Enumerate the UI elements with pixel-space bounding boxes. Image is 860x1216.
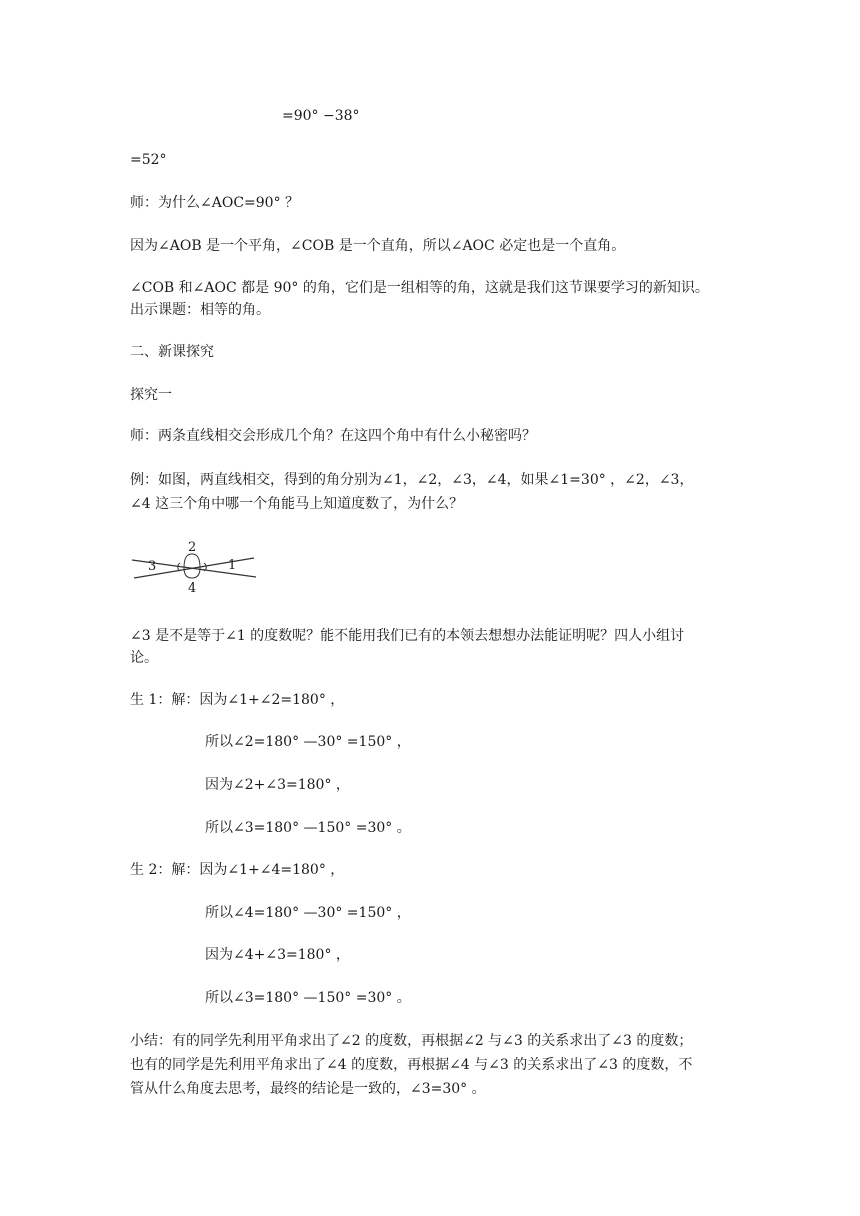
solution-step: 所以∠4=180° —30° =150° ， (205, 905, 411, 921)
paragraph-line: 因为∠AOB 是一个平角，∠COB 是一个直角，所以∠AOC 必定也是一个直角。 (130, 238, 626, 254)
intersecting-lines-diagram (128, 534, 260, 598)
paragraph-line: 论。 (130, 650, 158, 666)
summary-line: 小结：有的同学先利用平角求出了∠2 的度数，再根据∠2 与∠3 的关系求出了∠3 的度数； (130, 1033, 693, 1049)
solution-step: 因为∠2+∠3=180° ， (205, 777, 350, 793)
equation-result: =52° (130, 152, 167, 168)
angle-label-2: 2 (188, 540, 197, 555)
teacher-question: 师：为什么∠AOC=90° ？ (130, 195, 300, 211)
solution-step: 所以∠3=180° —150° =30° 。 (205, 820, 411, 836)
angle-label-1: 1 (228, 558, 237, 573)
angle-label-3: 3 (148, 559, 157, 574)
solution-step: 所以∠3=180° —150° =30° 。 (205, 990, 411, 1006)
solution-heading: 生 2：解：因为∠1+∠4=180° ， (130, 862, 345, 878)
solution-step: 所以∠2=180° —30° =150° ， (205, 734, 411, 750)
equation-line: =90° −38° (282, 108, 360, 124)
subsection-heading: 探究一 (130, 387, 172, 403)
example-line: 例：如图，两直线相交，得到的角分别为∠1，∠2，∠3，∠4，如果∠1=30° ，∠2，∠3， (130, 472, 694, 488)
intersecting-lines-figure (128, 534, 260, 598)
solution-heading: 生 1：解：因为∠1+∠2=180° ， (130, 692, 345, 708)
angle-arc-2 (184, 554, 200, 568)
paragraph-line: ∠3 是不是等于∠1 的度数呢？能不能用我们已有的本领去想想办法能证明呢？四人小组讨 (130, 628, 685, 644)
summary-line: 管从什么角度去思考，最终的结论是一致的，∠3=30° 。 (130, 1081, 486, 1097)
paragraph-line: ∠COB 和∠AOC 都是 90° 的角，它们是一组相等的角，这就是我们这节课要学习的新知识。 (130, 280, 709, 296)
summary-line: 也有的同学是先利用平角求出了∠4 的度数，再根据∠4 与∠3 的关系求出了∠3 的度数，不 (130, 1057, 693, 1073)
angle-label-4: 4 (188, 581, 197, 596)
solution-step: 因为∠4+∠3=180° ， (205, 947, 350, 963)
example-line: ∠4 这三个角中哪一个角能马上知道度数了，为什么？ (130, 496, 464, 512)
paragraph-line: 出示课题：相等的角。 (130, 302, 270, 318)
teacher-question: 师：两条直线相交会形成几个角？在这四个角中有什么小秘密吗？ (130, 428, 536, 444)
section-heading: 二、新课探究 (130, 344, 214, 360)
